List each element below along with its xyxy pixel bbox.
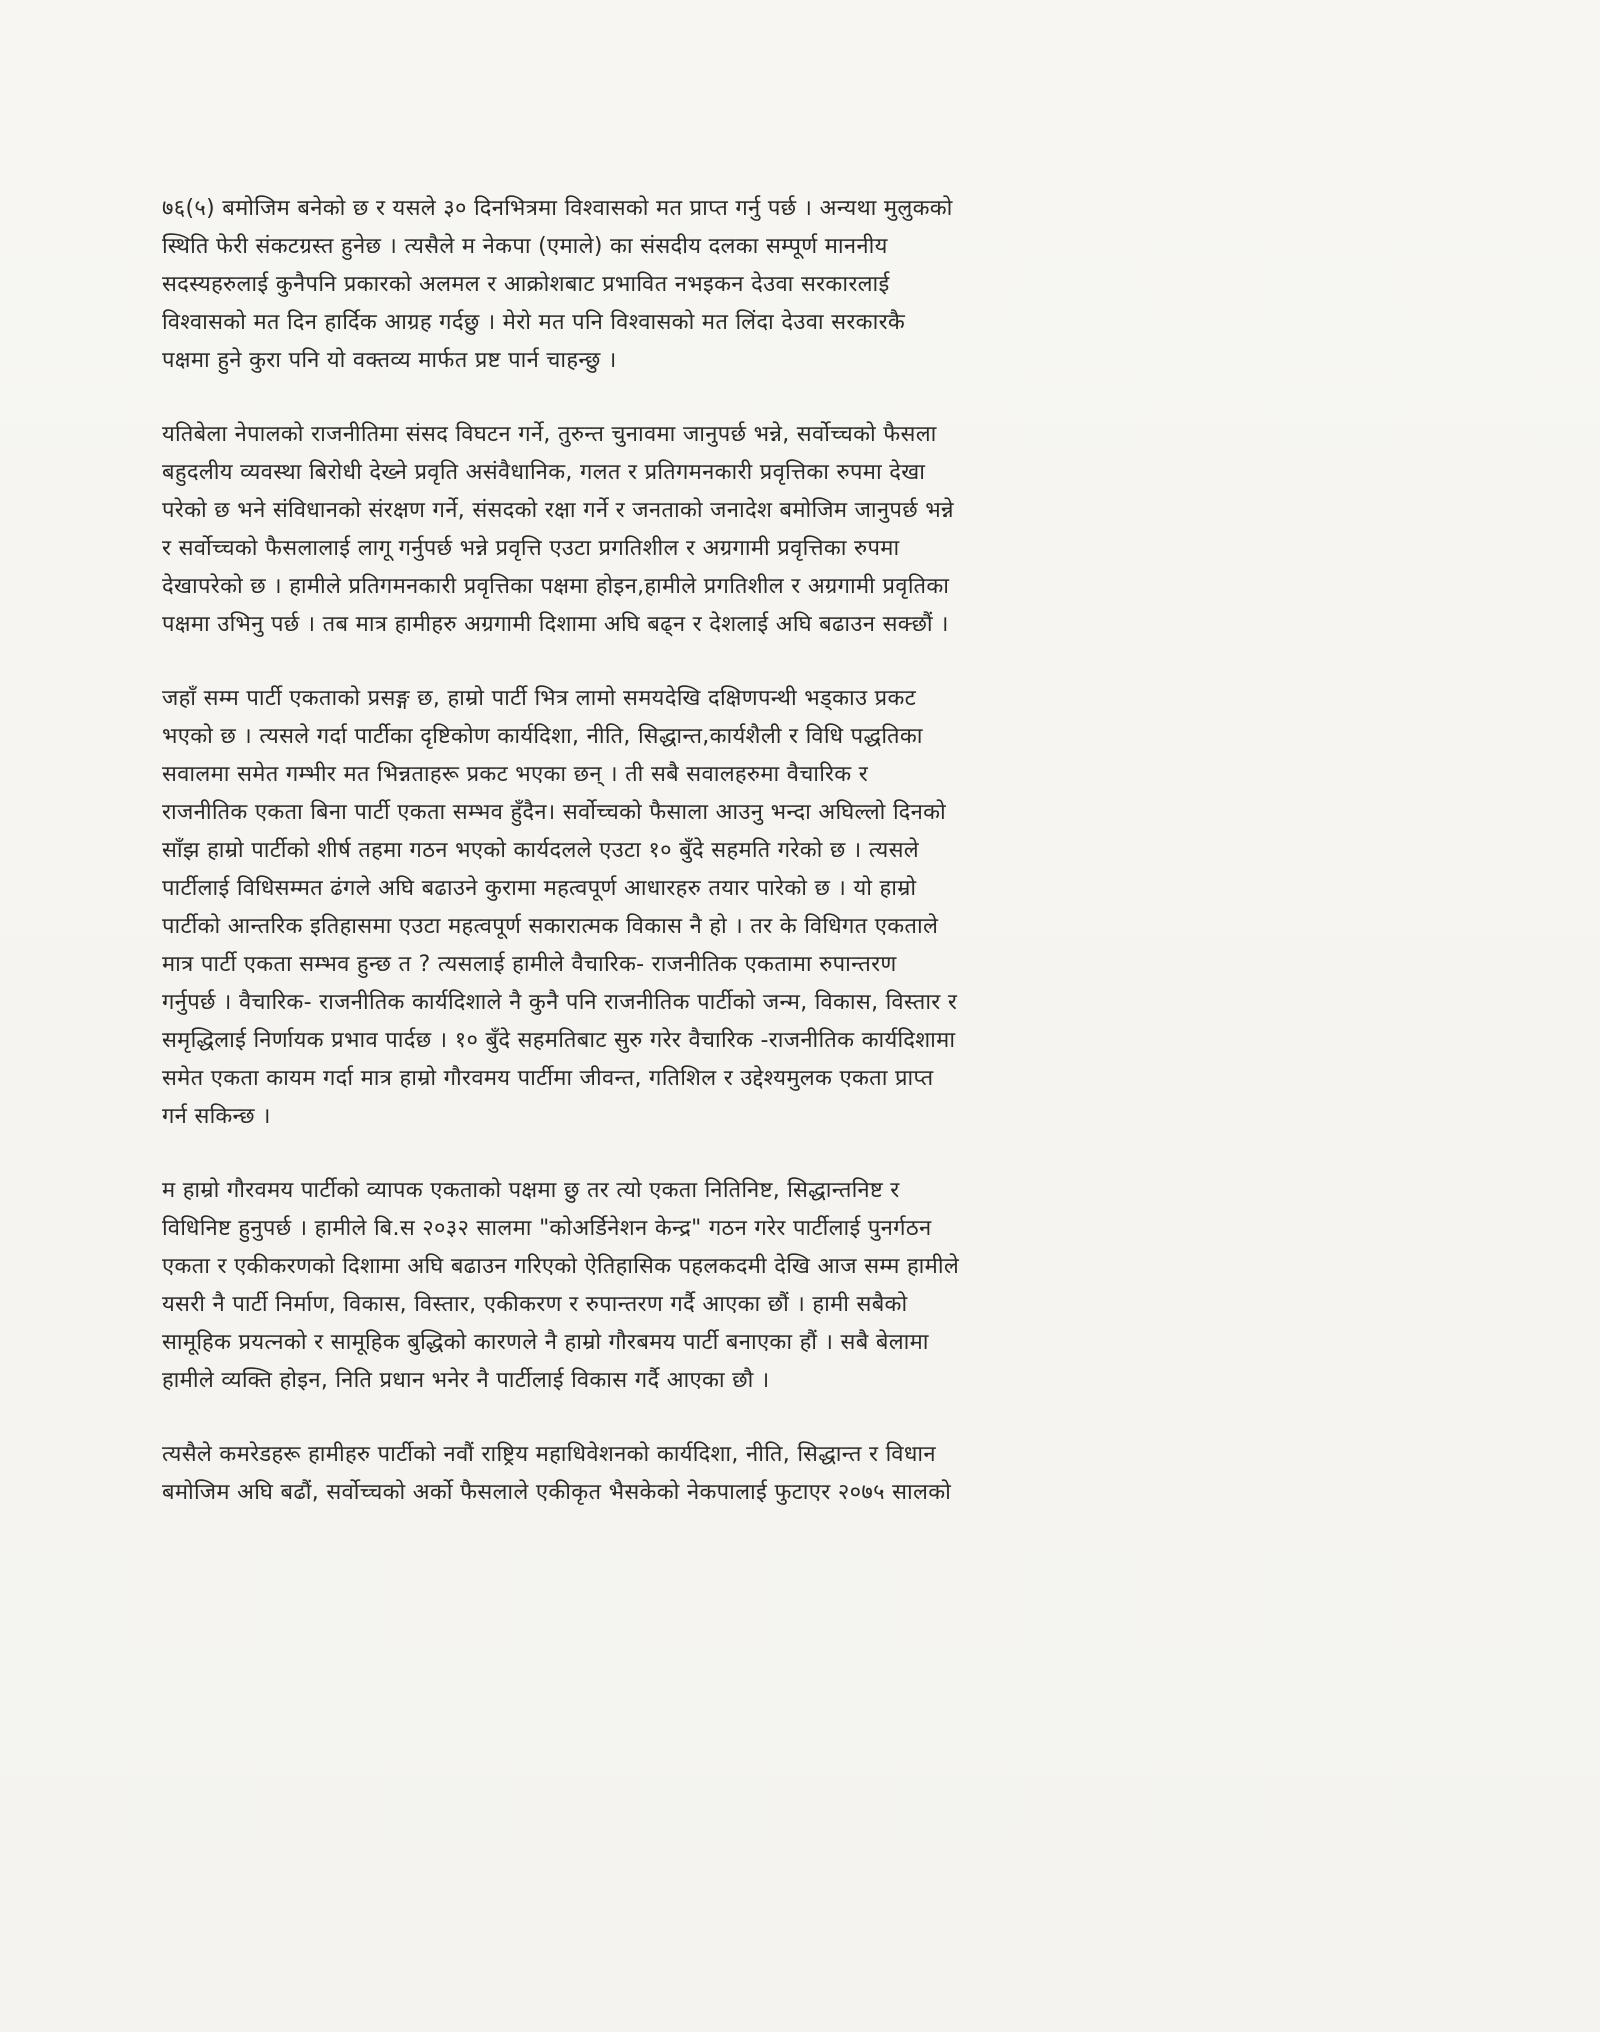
text-line: स्थिति फेरी संकटग्रस्त हुनेछ । त्यसैले म नेकपा (एमाले) का संसदीय दलका सम्पूर्ण माननीय xyxy=(162,234,888,259)
text-line: विश्वासको मत दिन हार्दिक आग्रह गर्दछु । मेरो मत पनि विश्वासको मत लिंदा देउवा सरकारकै xyxy=(162,310,906,335)
text-line: सवालमा समेत गम्भीर मत भिन्नताहरू प्रकट भएका छन् । ती सबै सवालहरुमा वैचारिक र xyxy=(162,762,869,787)
paragraph-3 xyxy=(162,678,1424,1134)
text-line: साँझ हाम्रो पार्टीको शीर्ष तहमा गठन भएको कार्यदलले एउटा १० बुँदे सहमति गरेको छ । त्यसले xyxy=(162,838,919,863)
text-line: गर्न सकिन्छ । xyxy=(162,1104,271,1129)
text-line: जहाँ सम्म पार्टी एकताको प्रसङ्ग छ, हाम्रो पार्टी भित्र लामो समयदेखि दक्षिणपन्थी भड्काउ प्रकट xyxy=(162,686,917,711)
text-line: म हाम्रो गौरवमय पार्टीको व्यापक एकताको पक्षमा छु तर त्यो एकता नितिनिष्ट, सिद्धान्तनिष्ट र xyxy=(162,1178,900,1203)
text-line: पक्षमा हुने कुरा पनि यो वक्तव्य मार्फत प्रष्ट पार्न चाहन्छु । xyxy=(162,348,617,373)
paragraph-1 xyxy=(162,188,1424,378)
paragraph-4 xyxy=(162,1170,1424,1398)
paragraph-2 xyxy=(162,414,1424,642)
text-line: ७६(५) बमोजिम बनेको छ र यसले ३० दिनभित्रमा विश्वासको मत प्राप्त गर्नु पर्छ । अन्यथा मुलुकको xyxy=(162,196,953,221)
paragraph-5 xyxy=(162,1434,1424,1510)
text-line: सदस्यहरुलाई कुनैपनि प्रकारको अलमल र आक्रोशबाट प्रभावित नभइकन देउवा सरकारलाई xyxy=(162,272,890,297)
text-line: पक्षमा उभिनु पर्छ । तब मात्र हामीहरु अग्रगामी दिशामा अघि बढ्न र देशलाई अघि बढाउन सक्छौं । xyxy=(162,612,949,637)
text-line: मात्र पार्टी एकता सम्भव हुन्छ त ? त्यसलाई हामीले वैचारिक- राजनीतिक एकतामा रुपान्तरण xyxy=(162,952,897,977)
text-line: पार्टीलाई विधिसम्मत ढंगले अघि बढाउने कुरामा महत्वपूर्ण आधारहरु तयार पारेको छ । यो हाम्रो xyxy=(162,876,917,901)
text-line: हामीले व्यक्ति होइन, निति प्रधान भनेर नै पार्टीलाई विकास गर्दै आएका छौ । xyxy=(162,1368,770,1393)
text-line: पार्टीको आन्तरिक इतिहासमा एउटा महत्वपूर्ण सकारात्मक विकास नै हो । तर के विधिगत एकताले xyxy=(162,914,939,939)
text-line: एकता र एकीकरणको दिशामा अघि बढाउन गरिएको ऐतिहासिक पहलकदमी देखि आज सम्म हामीले xyxy=(162,1254,960,1279)
text-line: विधिनिष्ट हुनुपर्छ । हामीले बि.स २०३२ सालमा "कोअर्डिनेशन केन्द्र" गठन गरेर पार्टीलाई पुनर्गठन xyxy=(162,1216,932,1241)
text-line: गर्नुपर्छ । वैचारिक- राजनीतिक कार्यदिशाले नै कुनै पनि राजनीतिक पार्टीको जन्म, विकास, विस्तार र xyxy=(162,990,958,1015)
document-body xyxy=(162,188,1424,1546)
text-line: बहुदलीय व्यवस्था बिरोधी देख्ने प्रवृति असंवैधानिक, गलत र प्रतिगमनकारी प्रवृत्तिका रुपमा देखा xyxy=(162,460,926,485)
text-line: देखापरेको छ । हामीले प्रतिगमनकारी प्रवृत्तिका पक्षमा होइन,हामीले प्रगतिशील र अग्रगामी प्रवृतिका xyxy=(162,574,950,599)
text-line: समेत एकता कायम गर्दा मात्र हाम्रो गौरवमय पार्टीमा जीवन्त, गतिशिल र उद्देश्यमुलक एकता प्राप्त xyxy=(162,1066,934,1091)
text-line: भएको छ । त्यसले गर्दा पार्टीका दृष्टिकोण कार्यदिशा, नीति, सिद्धान्त,कार्यशैली र विधि पद्धतिका xyxy=(162,724,923,749)
text-line: त्यसैले कमरेडहरू हामीहरु पार्टीको नवौं राष्ट्रिय महाधिवेशनको कार्यदिशा, नीति, सिद्धान्त र विधान xyxy=(162,1442,936,1467)
text-line: राजनीतिक एकता बिना पार्टी एकता सम्भव हुँदैन। सर्वोच्चको फैसाला आउनु भन्दा अघिल्लो दिनको xyxy=(162,800,947,825)
text-line: समृद्धिलाई निर्णायक प्रभाव पार्दछ । १० बुँदे सहमतिबाट सुरु गरेर वैचारिक -राजनीतिक कार्यदिशामा xyxy=(162,1028,956,1053)
text-line: सामूहिक प्रयत्नको र सामूहिक बुद्धिको कारणले नै हाम्रो गौरबमय पार्टी बनाएका हौं । सबै बेलामा xyxy=(162,1330,929,1355)
text-line: परेको छ भने संविधानको संरक्षण गर्ने, संसदको रक्षा गर्ने र जनताको जनादेश बमोजिम जानुपर्छ भन्ने xyxy=(162,498,954,523)
text-line: र सर्वोच्चको फैसलालाई लागू गर्नुपर्छ भन्ने प्रवृत्ति एउटा प्रगतिशील र अग्रगामी प्रवृत्तिका रुपमा xyxy=(162,536,900,561)
text-line: बमोजिम अघि बढौं, सर्वोच्चको अर्को फैसलाले एकीकृत भैसकेको नेकपालाई फुटाएर २०७५ सालको xyxy=(162,1480,952,1505)
text-line: यसरी नै पार्टी निर्माण, विकास, विस्तार, एकीकरण र रुपान्तरण गर्दै आएका छौं । हामी सबैको xyxy=(162,1292,908,1317)
text-line: यतिबेला नेपालको राजनीतिमा संसद विघटन गर्ने, तुरुन्त चुनावमा जानुपर्छ भन्ने, सर्वोच्चको फैसला xyxy=(162,422,937,447)
